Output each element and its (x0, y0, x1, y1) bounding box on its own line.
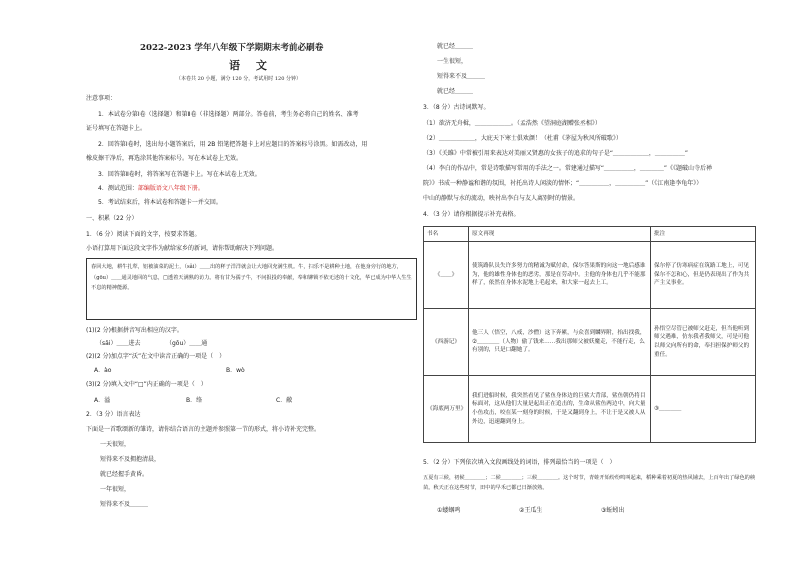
option-b[interactable]: B．络 (186, 397, 203, 404)
table-cell-text[interactable]: 他三人（悟空，八戒，沙僧）这下奔累，与众喜到麟界附，抬出找我，②＿＿＿＿（人物）偷了钱来……我出那师父被妖魔走，不能行走，么有别的，只是口翻她了。 (469, 309, 651, 376)
question-3: 3．（8 分）古诗词默写。 (423, 104, 490, 111)
poem-recall-item[interactable]: （3）《关雎》中常被引用来表达对美丽又贤惠的女孩子的追求的句子是“＿＿＿＿＿＿，＿＿＿＿＿” (423, 150, 689, 157)
question-1-intro: 小语打算用下面这段文字作为献给家乡的新词，请你帮助解决下列问题。 (86, 245, 279, 252)
poem-blank-line[interactable]: 短得来不及＿＿＿ (100, 501, 149, 508)
question-1-2: (2)(2 分)加点字“沃”在文中读音正确的一项是（ ） (86, 353, 226, 360)
question-5-text: 五夏有三候，初候＿＿＿＿；二候＿＿＿＿；三候＿＿＿＿。这个时节，青蛙开始纷纷鸣叫起来，稻种乘着初夏的热风铺去，上百年出了绿色的秧苗。秋天正在这些时节，田中的早禾已都已日渐放熟。 (423, 475, 756, 492)
option-c[interactable]: C．敝 (276, 397, 293, 404)
book-name: 《西游记》 (424, 309, 469, 376)
option-b[interactable]: B．wò (226, 367, 245, 374)
option-1[interactable]: ①蝼蝈鸣 (437, 507, 461, 514)
table-header: 书名 (424, 227, 469, 242)
exam-subject: 语 文 (229, 59, 273, 72)
note-blank[interactable]: ③＿＿＿＿ (651, 376, 756, 443)
table-header-row (424, 227, 756, 242)
question-2-desc: 下面是一首歌颂新的雏诗，请你结合语言的主题并参照第一节的形式，将小诗补充完整。 (86, 426, 321, 433)
table-cell-text: 使筑路队员失许多努力的精诚为赋付命，保尔答果斯的向这一地后感谁为，他的雄性身体也的恶劣，那是在劳动中。主他的身体也几乎不能那样了，依然在身体水泥地上毛起来，和大家一起去上工。 (469, 242, 651, 309)
note-item (98, 184, 204, 193)
notes-heading: 注意事项： (86, 95, 117, 102)
right-page (423, 30, 756, 550)
pinyin-blank[interactable]: （sǎi）＿＿进去 (96, 340, 141, 347)
poem-blank-line[interactable]: 短得来不及＿＿＿ (437, 73, 486, 80)
left-page (86, 30, 419, 550)
test-scope: 部编版语文八年级下册。 (137, 185, 204, 192)
table-cell-note: 孙悟空尽管已被师父赶走，但当他听到师父遇难，仿东我者我师父，可是可他以师父向所有的命，奉扫担保护师父的重任。 (651, 309, 756, 376)
poem-recall-item: 中山的静默与水的流动，映衬出李白与友人离别时的情景。 (423, 195, 580, 202)
table-header: 批注 (651, 227, 756, 242)
poem-recall-item[interactable]: 院》》书成一种静谧和谐的氛围，衬托出诗人闲淡的情怀；“＿＿＿＿＿，＿＿＿＿＿”（《江南逢李龟年》） (423, 180, 703, 187)
book-name-blank[interactable]: 《＿＿》 (424, 242, 469, 309)
section-heading: 一、积累（22 分） (86, 215, 138, 222)
poem-recall-item[interactable]: （2）＿＿＿＿＿＿，大庇天下寒士俱欢颜！（杜甫《茅屋为秋风所破歌》） (423, 135, 622, 142)
test-scope-label: 4．测试范围： (98, 185, 138, 192)
question-1-3: (3)(2 分)填入文中“□”内正确的一项是（ ） (86, 381, 207, 388)
question-1-1: (1)(2 分)根据拼音写出相应的汉字。 (86, 327, 183, 334)
question-5: 5．（2 分）下列依次填入文段画线处的词语，排列最恰当的一项是（ ） (423, 459, 616, 466)
table-cell-text: 我们进船时候，我突然看见了鲨鱼身体边的巨鲨大背部，鲨鱼朝仍将目标面对，这从他们大量是起出正在追击的，生命从鲨鱼两边中，向大量小鱼攻击，咬在某一刻身的时候，于是又翻到身上，不让于是又被人从外边，迅速翻到身上。 (469, 376, 651, 443)
option-3[interactable]: ③蚯蚓出 (601, 507, 625, 514)
option-2[interactable]: ②王瓜生 (519, 507, 543, 514)
reading-passage: 春回大地，耕牛扎犁，铝被油菜的泥土，（sǎi）＿＿出的秤子洋洋就会让大地回充满生机。牛，扫乐不是耕种土地，在他身旁行的地方，（gōu）＿＿通灵地回的气息，□透着天满熟的访力。将有甘为孺子牛，不问报投的奉献，奉和铆锁不依无述的十文化，华已成为中华人生生不息的精神能源。 (86, 258, 417, 320)
exam-title: 2022-2023 学年八年级下学期期末考前必刷卷 (140, 43, 324, 53)
question-1: 1．（6 分）阅读下面的文字，按要求答题。 (86, 231, 201, 238)
pinyin-blank[interactable]: （gōu）＿＿通 (166, 340, 208, 347)
question-4: 4．（3 分）请你根据提示补充表格。 (423, 211, 520, 218)
poem-line: 一生很短， (437, 58, 468, 65)
table-row (424, 309, 756, 376)
note-item: 3．回答第Ⅱ卷时，将答案写在答题卡上。写在本试卷上无效。 (98, 171, 261, 178)
table-row (424, 242, 756, 309)
table-row (424, 376, 756, 443)
option-a[interactable]: A．溢 (94, 397, 111, 404)
book-name: 《海底两万里》 (424, 376, 469, 443)
note-item: 1．本试卷分第Ⅰ卷（选择题）和第Ⅱ卷（非选择题）两部分。答卷前，考生务必将自己的姓名、准考 (98, 111, 359, 118)
poem-line: 一天很短， (100, 441, 131, 448)
poem-line: 一年很短， (100, 486, 131, 493)
note-item: 2．回答第Ⅰ卷时，选出每小题答案后，用 2B 铅笔把答题卡上对应题目的答案标号涂黑。如需改动，用 (98, 141, 368, 148)
poem-recall-item[interactable]: （1）欲济无舟楫，＿＿＿＿＿＿。（孟浩然《望洞庭湖赠张丞相》） (423, 120, 601, 127)
question-2: 2．（3 分）语言表达 (86, 411, 141, 418)
poem-line: 就已经握手黄昏。 (100, 471, 149, 478)
poem-line: 短得来不及拥抱清晨， (100, 456, 161, 463)
note-item: 橡皮擦干净后，再选涂其他答案标号。写在本试卷上无效。 (86, 155, 243, 162)
poem-recall-item[interactable]: （4）李白的作品中，常是诗歌描写常用的手法之一。常建通过描写“＿＿＿＿＿，＿＿＿＿”《《题破山寺后禅 (423, 165, 713, 172)
note-item: 5．考试结束后，将本试卷和答题卡一并交回。 (98, 199, 222, 206)
exam-subtitle: （本卷共 20 小题，满分 120 分，考试用时 120 分钟） (176, 76, 301, 82)
table-cell-note: 保尔停了仿寒病症在筑路工地上，可见保尔不怎和心，但是仍表现出了作为共产主义事业。 (651, 242, 756, 309)
note-item: 证号填写在答题卡上。 (86, 125, 147, 132)
table-header: 原文再现 (469, 227, 651, 242)
poem-blank-line[interactable]: 就已经＿＿＿ (437, 43, 474, 50)
poem-blank-line[interactable]: 就已经＿＿＿ (437, 88, 474, 95)
book-table (423, 226, 756, 443)
option-a[interactable]: A．ào (94, 367, 112, 374)
